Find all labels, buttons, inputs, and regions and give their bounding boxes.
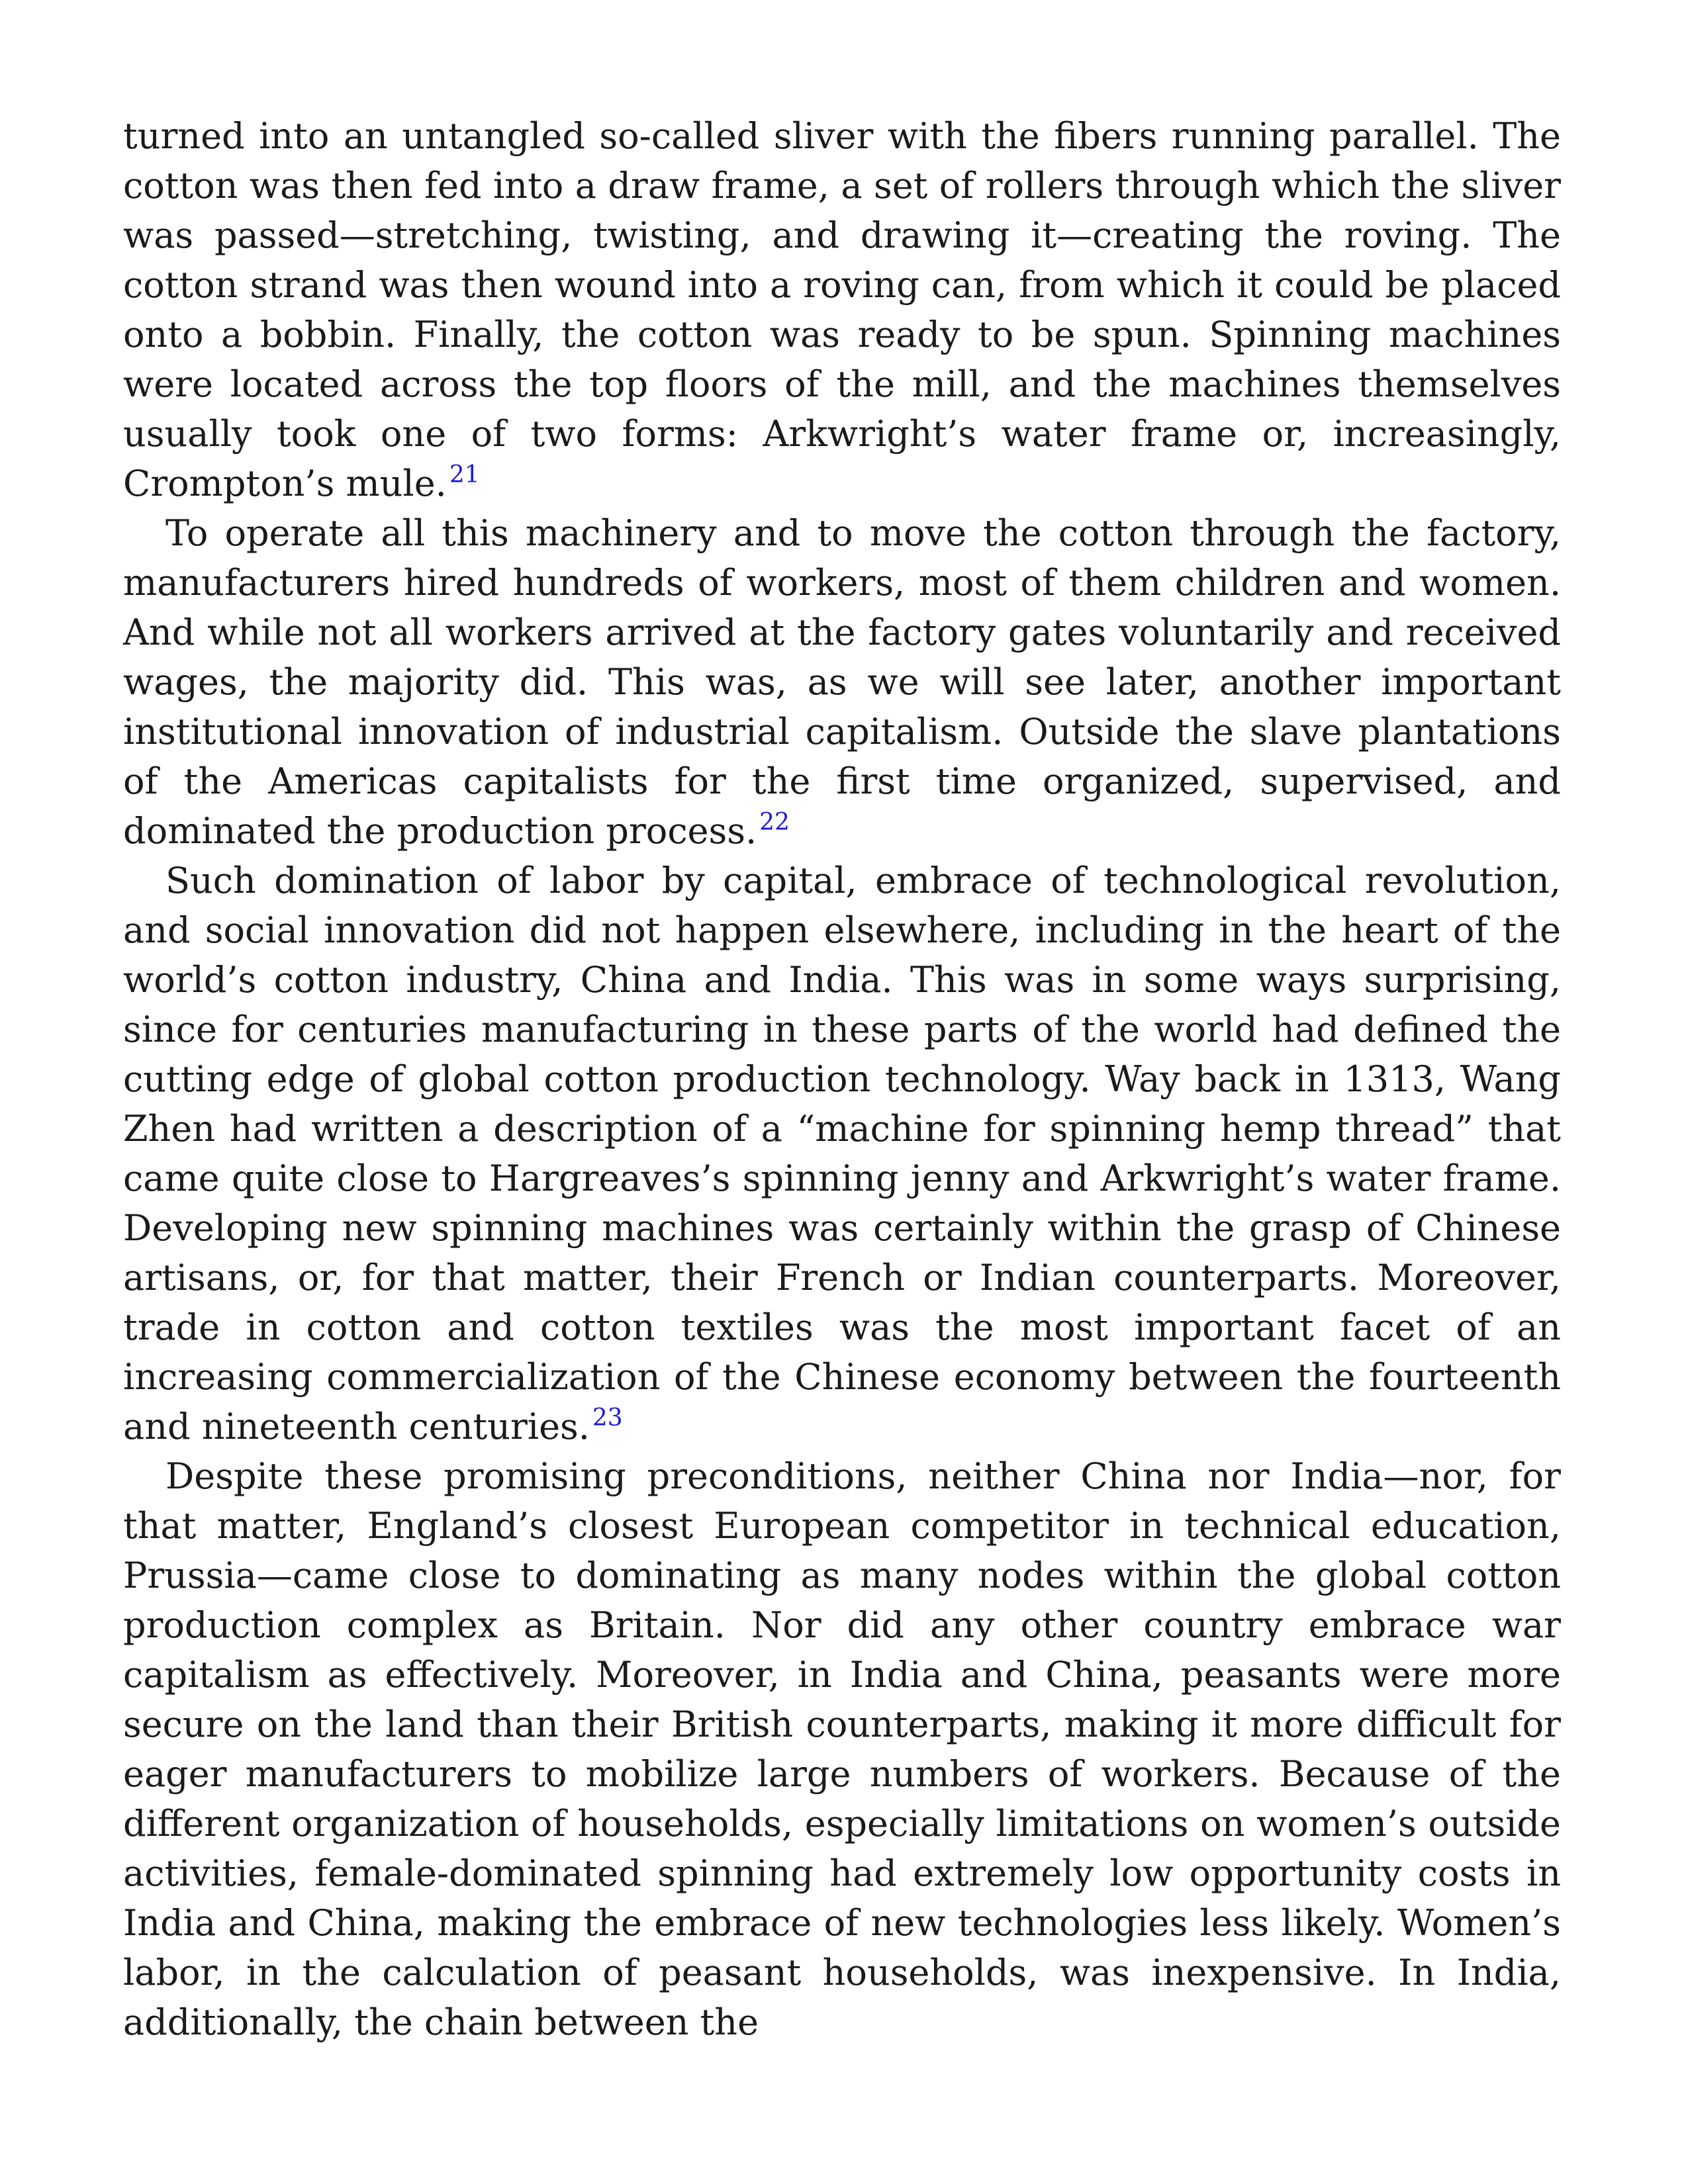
paragraph-3-text: Such domination of labor by capital, embrace of technological revolution, and social innovation did not happen elsewhere, including in the heart of the world’s cotton industry, China and India. This was in some ways surprising, since for centuries manufacturing in these parts of the world had defined the cutting edge of global cotton production technology. Way back in 1313, Wang Zhen had written a description of a “machine for spinning hemp thread” that came quite close to Hargreaves’s spinning jenny and Arkwright’s water frame. Developing new spinning machines was certainly within the grasp of Chinese artisans, or, for that matter, their French or Indian counterparts. Moreover, trade in cotton and cotton textiles was the most important facet of an increasing commercialization of the Chinese economy between the fourteenth and nineteenth centuries.	[123, 860, 1561, 1447]
paragraph-4	[123, 1451, 1561, 2047]
footnote-ref-21[interactable]: 21	[449, 461, 480, 488]
footnote-ref-23[interactable]: 23	[592, 1404, 623, 1432]
paragraph-1-text: turned into an untangled so-called sliver with the fibers running parallel. The cotton was then fed into a draw frame, a set of rollers through which the sliver was passed—stretching, twisting, and drawing it—creating the roving. The cotton strand was then wound into a roving can, from which it could be placed onto a bobbin. Finally, the cotton was ready to be spun. Spinning machines were located across the top floors of the mill, and the machines themselves usually took one of two forms: Arkwright’s water frame or, increasingly, Crompton’s mule.	[123, 115, 1561, 504]
footnote-ref-22[interactable]: 22	[759, 809, 790, 836]
paragraph-2	[123, 508, 1561, 856]
paragraph-1	[123, 111, 1561, 508]
paragraph-2-text: To operate all this machinery and to move the cotton through the factory, manufacturers hired hundreds of workers, most of them children and women. And while not all workers arrived at the factory gates voluntarily and received wages, the majority did. This was, as we will see later, another important institutional innovation of industrial capitalism. Outside the slave plantations of the Americas capitalists for the first time organized, supervised, and dominated the production process.	[123, 512, 1561, 852]
paragraph-3	[123, 856, 1561, 1451]
paragraph-4-text: Despite these promising preconditions, neither China nor India—nor, for that matter, England’s closest European competitor in technical education, Prussia—came close to dominating as many nodes within the global cotton production complex as Britain. Nor did any other country embrace war capitalism as effectively. Moreover, in India and China, peasants were more secure on the land than their British counterparts, making it more difficult for eager manufacturers to mobilize large numbers of workers. Because of the different organization of households, especially limitations on women’s outside activities, female-dominated spinning had extremely low opportunity costs in India and China, making the embrace of new technologies less likely. Women’s labor, in the calculation of peasant households, was inexpensive. In India, additionally, the chain between the	[123, 1455, 1561, 2043]
page-body	[123, 111, 1561, 2047]
